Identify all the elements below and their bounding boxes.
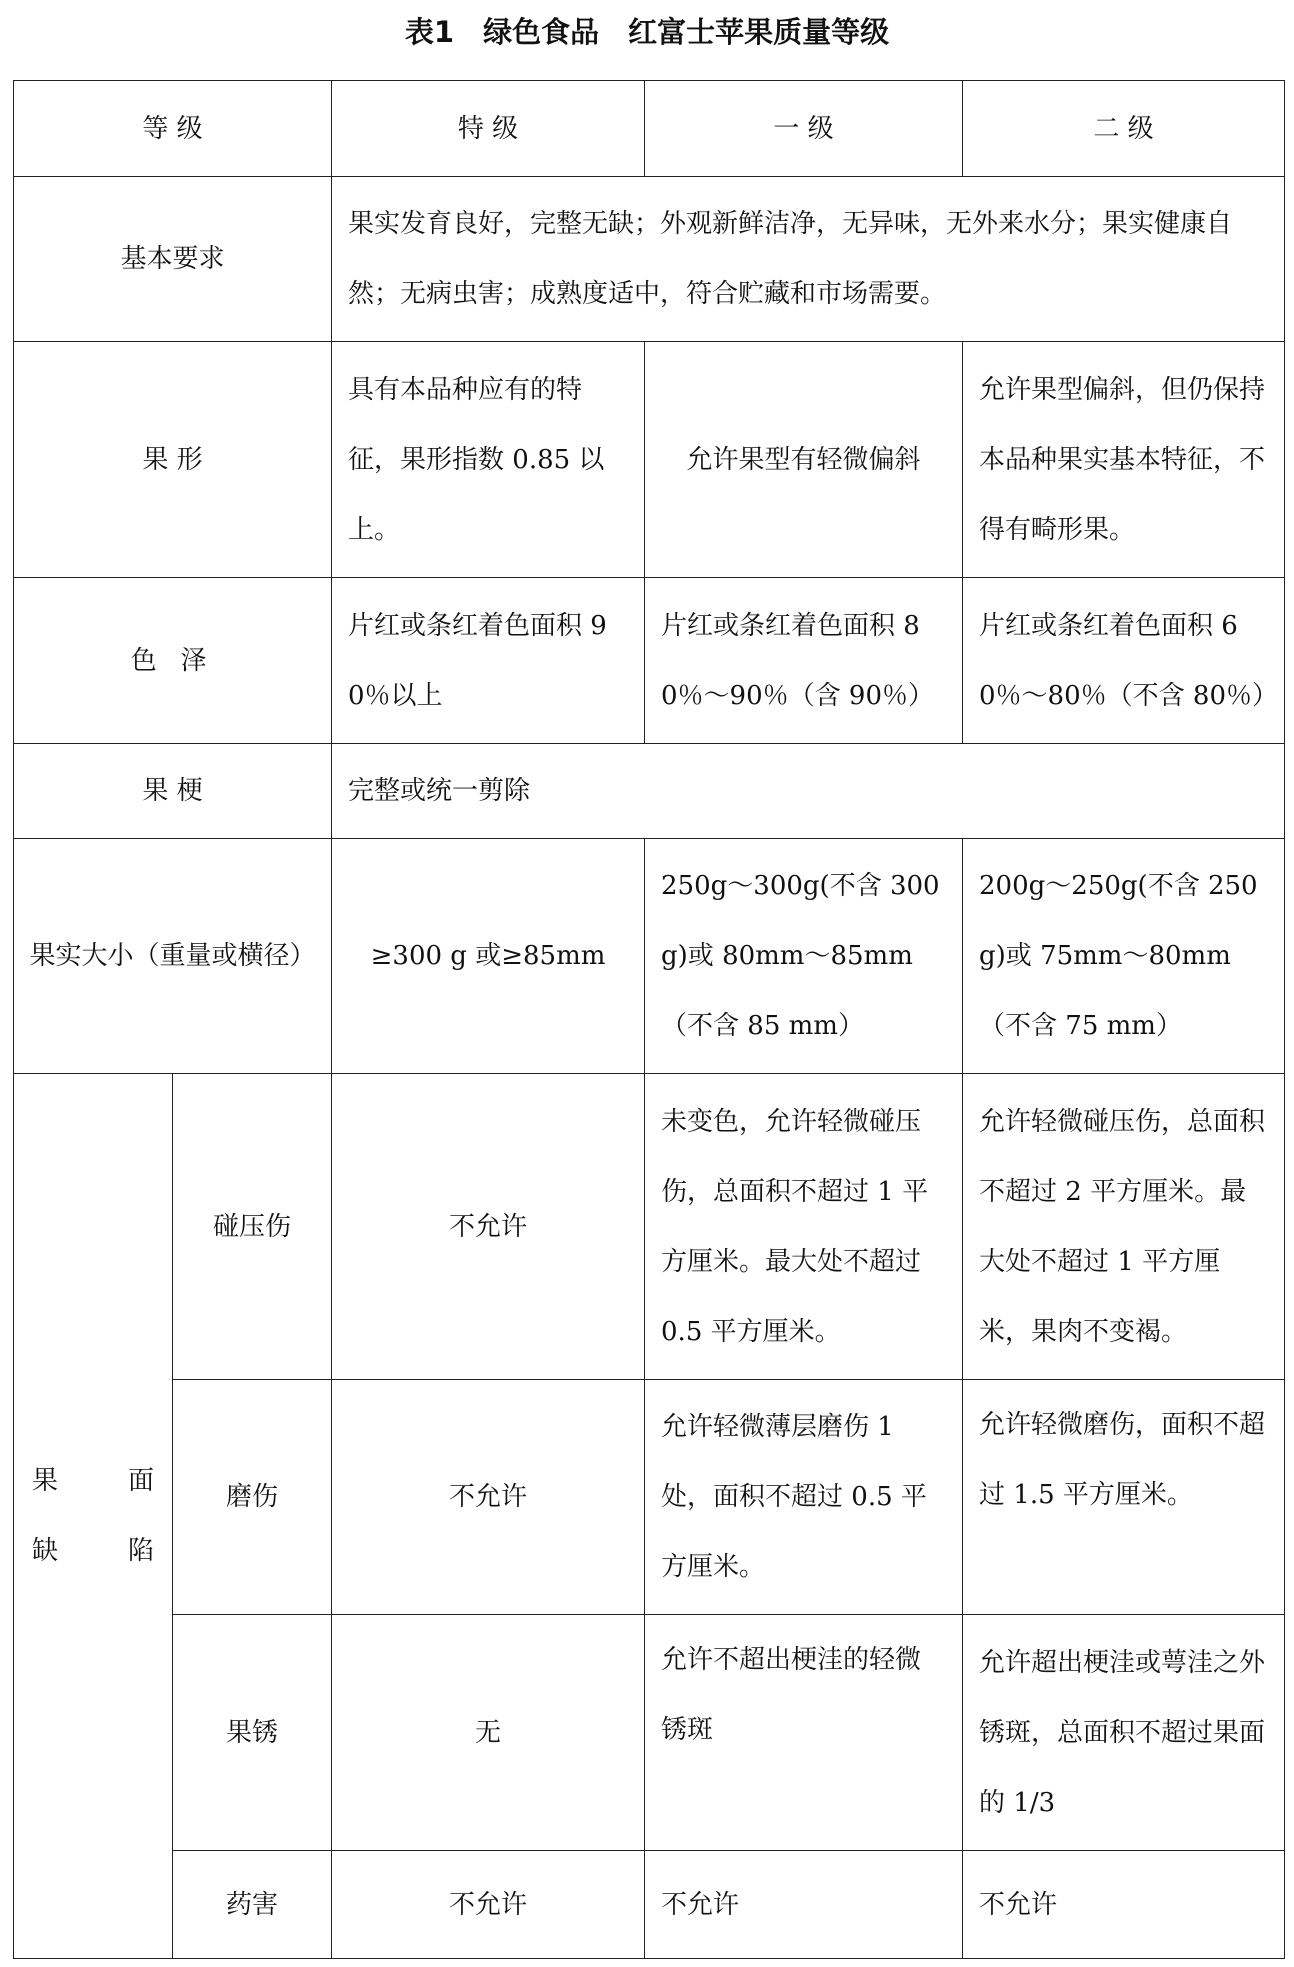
defects-label-char: 面 bbox=[127, 1466, 154, 1496]
russet-first: 允许不超出梗洼的轻微锈斑 bbox=[645, 1615, 963, 1851]
size-second: 200g～250g(不含 250g)或 75mm～80mm（不含 75 mm） bbox=[963, 839, 1285, 1074]
chemical-second: 不允许 bbox=[963, 1851, 1285, 1959]
shape-row bbox=[14, 342, 1285, 578]
stem-label: 果 梗 bbox=[14, 744, 332, 839]
abrasion-first: 允许轻微薄层磨伤 1 处，面积不超过 0.5 平方厘米。 bbox=[645, 1380, 963, 1615]
color-second: 片红或条红着色面积 60％～80％（不含 80％） bbox=[963, 578, 1285, 744]
chemical-row bbox=[14, 1851, 1285, 1959]
abrasion-row bbox=[14, 1380, 1285, 1615]
shape-first: 允许果型有轻微偏斜 bbox=[645, 342, 963, 578]
header-grade: 等 级 bbox=[14, 81, 332, 177]
chemical-special: 不允许 bbox=[332, 1851, 645, 1959]
russet-second: 允许超出梗洼或萼洼之外锈斑，总面积不超过果面的 1/3 bbox=[963, 1615, 1285, 1851]
basic-label: 基本要求 bbox=[14, 177, 332, 342]
stem-text: 完整或统一剪除 bbox=[332, 744, 1285, 839]
shape-label: 果 形 bbox=[14, 342, 332, 578]
header-second: 二 级 bbox=[963, 81, 1285, 177]
table-title: 表1 绿色食品 红富士苹果质量等级 bbox=[404, 15, 890, 49]
color-label: 色 泽 bbox=[14, 578, 332, 744]
header-first: 一 级 bbox=[645, 81, 963, 177]
size-special: ≥300 g 或≥85mm bbox=[332, 839, 645, 1074]
bruise-first: 未变色，允许轻微碰压伤，总面积不超过 1 平方厘米。最大处不超过 0.5 平方厘米。 bbox=[645, 1074, 963, 1380]
header-special: 特 级 bbox=[332, 81, 645, 177]
russet-row bbox=[14, 1615, 1285, 1851]
defects-label-line-1 bbox=[32, 1446, 154, 1516]
color-row bbox=[14, 578, 1285, 744]
size-label: 果实大小（重量或横径） bbox=[14, 839, 332, 1074]
shape-second: 允许果型偏斜，但仍保持本品种果实基本特征，不得有畸形果。 bbox=[963, 342, 1285, 578]
header-row bbox=[14, 81, 1285, 177]
basic-row bbox=[14, 177, 1285, 342]
color-special: 片红或条红着色面积 90％以上 bbox=[332, 578, 645, 744]
bruise-second: 允许轻微碰压伤，总面积不超过 2 平方厘米。最大处不超过 1 平方厘米，果肉不变褐。 bbox=[963, 1074, 1285, 1380]
color-first: 片红或条红着色面积 80％～90％（含 90％） bbox=[645, 578, 963, 744]
chemical-first: 不允许 bbox=[645, 1851, 963, 1959]
russet-special: 无 bbox=[332, 1615, 645, 1851]
shape-special: 具有本品种应有的特征，果形指数 0.85 以上。 bbox=[332, 342, 645, 578]
size-first: 250g～300g(不含 300g)或 80mm～85mm（不含 85 mm） bbox=[645, 839, 963, 1074]
basic-text: 果实发育良好，完整无缺；外观新鲜洁净，无异味，无外来水分；果实健康自然；无病虫害；成熟度适中，符合贮藏和市场需要。 bbox=[332, 177, 1285, 342]
defects-label-char: 陷 bbox=[127, 1536, 154, 1566]
defects-label-char: 果 bbox=[32, 1466, 59, 1496]
defects-label-line-2 bbox=[32, 1516, 154, 1586]
size-row bbox=[14, 839, 1285, 1074]
defects-label-char: 缺 bbox=[32, 1536, 59, 1566]
stem-row bbox=[14, 744, 1285, 839]
russet-label: 果锈 bbox=[173, 1615, 332, 1851]
defects-group-label bbox=[14, 1074, 173, 1959]
bruise-label: 碰压伤 bbox=[173, 1074, 332, 1380]
bruise-row bbox=[14, 1074, 1285, 1380]
chemical-label: 药害 bbox=[173, 1851, 332, 1959]
quality-grade-table bbox=[13, 80, 1285, 1959]
abrasion-special: 不允许 bbox=[332, 1380, 645, 1615]
bruise-special: 不允许 bbox=[332, 1074, 645, 1380]
abrasion-second: 允许轻微磨伤，面积不超过 1.5 平方厘米。 bbox=[963, 1380, 1285, 1615]
abrasion-label: 磨伤 bbox=[173, 1380, 332, 1615]
